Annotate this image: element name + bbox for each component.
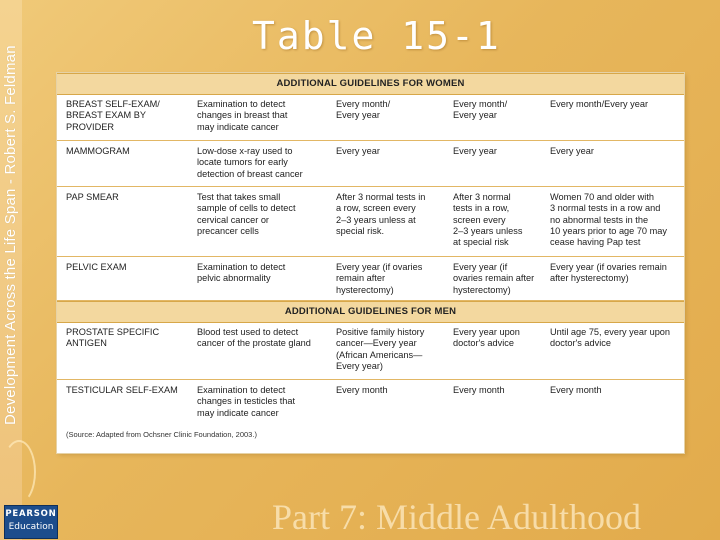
- row-description: Low-dose x-ray used to locate tumors for early detection of breast cancer: [197, 146, 303, 179]
- side-title: Development Across the Life Span - Robert S. Feldman: [2, 45, 19, 425]
- table-row: [57, 141, 684, 187]
- table-row: [57, 187, 684, 257]
- table-row: [57, 380, 684, 426]
- row-age-col2: Every year (if ovaries remain after hysterectomy): [453, 262, 535, 295]
- table-row: [57, 257, 684, 301]
- row-test-name: PAP SMEAR: [66, 192, 119, 202]
- row-test-name: BREAST SELF-EXAM/ BREAST EXAM BY PROVIDER: [66, 99, 160, 132]
- pearson-logo: [4, 505, 58, 539]
- row-age-col1: Every year (if ovaries remain after hysterectomy): [336, 262, 423, 295]
- row-age-col3: Every month: [550, 385, 602, 395]
- row-age-col3: Every year (if ovaries remain after hysterectomy): [550, 262, 667, 284]
- decorative-swirl: [2, 440, 36, 504]
- row-age-col2: Every month: [453, 385, 505, 395]
- row-description: Examination to detect changes in breast that may indicate cancer: [197, 99, 288, 132]
- row-test-name: TESTICULAR SELF-EXAM: [66, 385, 178, 395]
- table-row: [57, 322, 684, 380]
- women-section-header: ADDITIONAL GUIDELINES FOR WOMEN: [57, 73, 684, 95]
- row-test-name: PELVIC EXAM: [66, 262, 127, 272]
- slide-title: Table 15-1: [252, 14, 501, 58]
- row-age-col1: Every month/ Every year: [336, 99, 391, 121]
- source-note: (Source: Adapted from Ochsner Clinic Foundation, 2003.): [66, 430, 257, 439]
- slide-footer: Part 7: Middle Adulthood: [272, 497, 641, 537]
- row-test-name: PROSTATE SPECIFIC ANTIGEN: [66, 327, 160, 349]
- row-age-col3: Until age 75, every year upon doctor's advice: [550, 327, 671, 349]
- row-description: Examination to detect pelvic abnormality: [197, 262, 286, 284]
- row-description: Examination to detect changes in testicles that may indicate cancer: [197, 385, 296, 418]
- row-age-col3: Every month/Every year: [550, 99, 649, 109]
- row-age-col2: After 3 normal tests in a row, screen every 2–3 years unless at special risk: [453, 192, 523, 248]
- row-age-col1: Every year: [336, 146, 380, 156]
- row-description: Blood test used to detect cancer of the prostate gland: [197, 327, 311, 349]
- logo-brand: PEARSON: [5, 509, 57, 519]
- row-age-col1: Every month: [336, 385, 388, 395]
- table-row: [57, 94, 684, 141]
- row-age-col1: Positive family history cancer—Every year (African Americans— Every year): [336, 327, 425, 371]
- logo-subtitle: Education: [8, 522, 54, 532]
- row-test-name: MAMMOGRAM: [66, 146, 130, 156]
- row-age-col2: Every month/ Every year: [453, 99, 508, 121]
- row-age-col3: Every year: [550, 146, 594, 156]
- row-description: Test that takes small sample of cells to detect cervical cancer or precancer cells: [197, 192, 296, 236]
- guidelines-table: [57, 73, 684, 453]
- men-section-header: ADDITIONAL GUIDELINES FOR MEN: [57, 301, 684, 323]
- row-age-col1: After 3 normal tests in a row, screen every 2–3 years unless at special risk.: [336, 192, 426, 236]
- row-age-col2: Every year: [453, 146, 497, 156]
- row-age-col2: Every year upon doctor's advice: [453, 327, 520, 349]
- row-age-col3: Women 70 and older with 3 normal tests in a row and no abnormal tests in the 10 years prior to age 70 may cease having Pap test: [550, 192, 667, 248]
